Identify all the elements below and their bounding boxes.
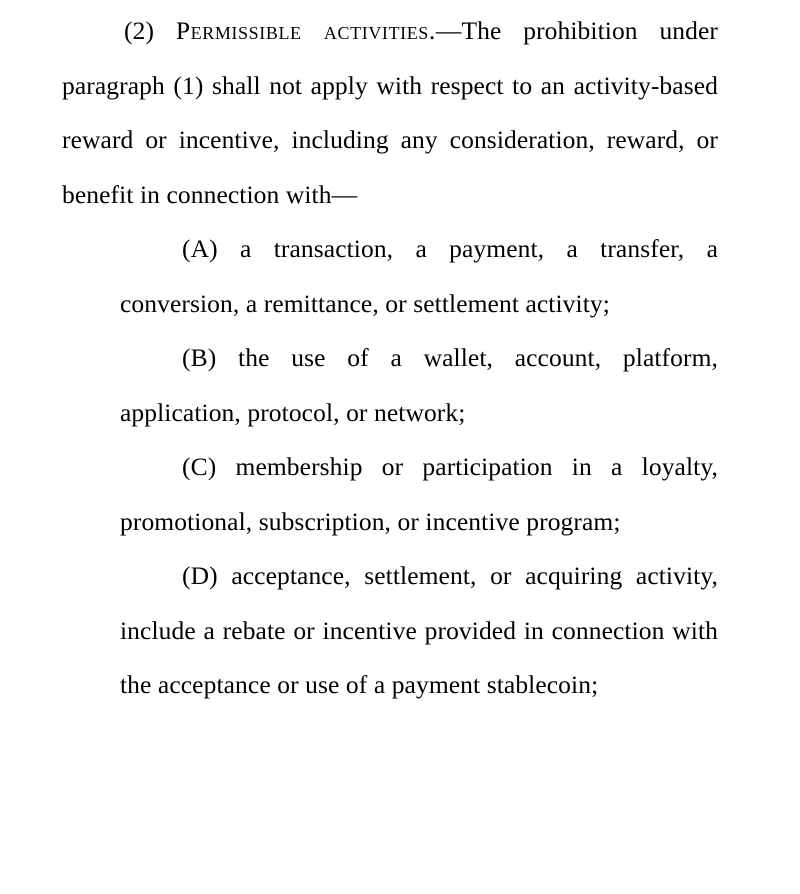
- document-body: [62, 4, 718, 713]
- subparagraph-c: [120, 440, 718, 549]
- subparagraph-text: membership or participation in a loyalty, promotional, subscription, or incentive program;: [120, 452, 718, 536]
- subparagraph-label: (B): [182, 343, 217, 372]
- subparagraph-text: acceptance, settlement, or acquiring activity, include a rebate or incentive provided in connection with the acceptance or use of a payment stablecoin;: [120, 561, 718, 699]
- paragraph-2: [62, 4, 718, 222]
- subparagraph-d: [120, 549, 718, 713]
- paragraph-number: (2): [124, 16, 155, 45]
- subparagraph-text: the use of a wallet, account, platform, application, protocol, or network;: [120, 343, 718, 427]
- subparagraph-a: [120, 222, 718, 331]
- subparagraph-label: (D): [182, 561, 218, 590]
- paragraph-lead-text: The prohibition under paragraph (1) shall not apply with respect to an activity-based reward or incentive, including any consideration, reward, or benefit in connection with—: [62, 16, 719, 209]
- subparagraph-label: (A): [182, 234, 218, 263]
- subparagraph-text: a transaction, a payment, a transfer, a conversion, a remittance, or settlement activity;: [120, 234, 718, 318]
- subparagraph-b: [120, 331, 718, 440]
- paragraph-heading: Permissible activities.: [175, 16, 436, 45]
- em-dash: —: [435, 16, 462, 45]
- subparagraph-label: (C): [182, 452, 217, 481]
